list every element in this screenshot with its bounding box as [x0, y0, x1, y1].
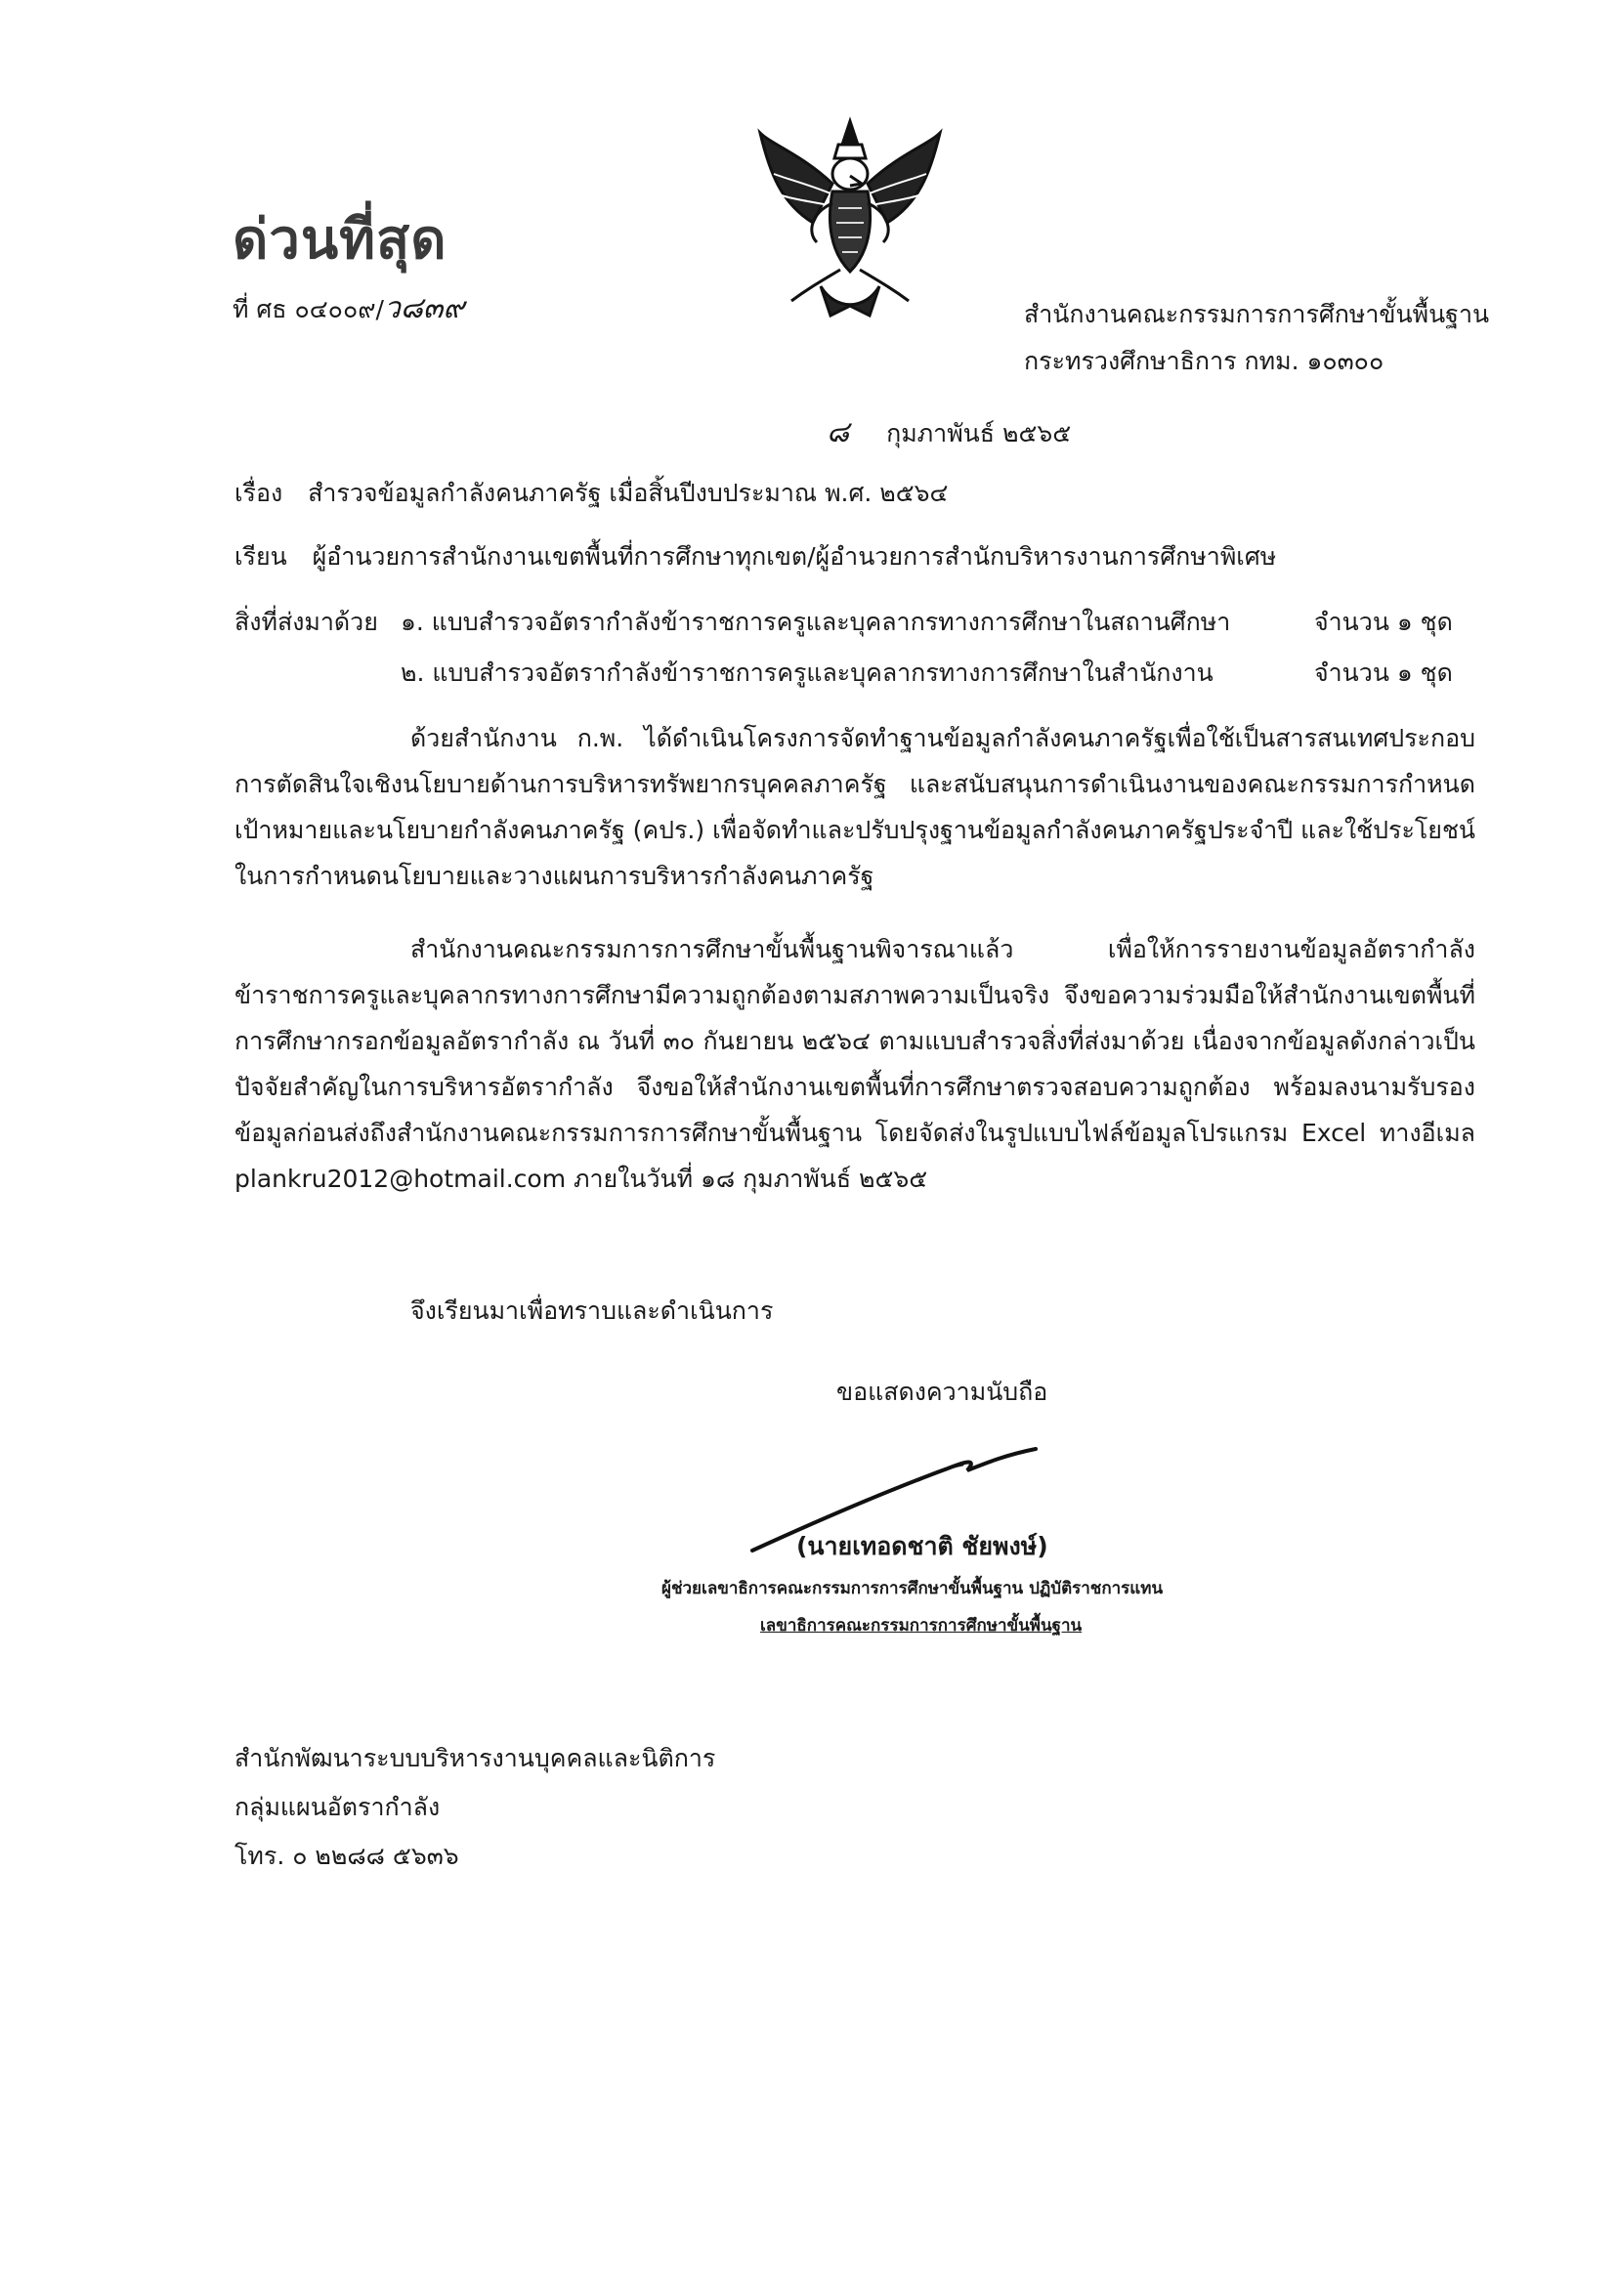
- signatory-position-2: เลขาธิการคณะกรรมการการศึกษาขั้นพื้นฐาน: [760, 1616, 1083, 1636]
- office-address: กระทรวงศึกษาธิการ กทม. ๑๐๓๐๐: [1024, 347, 1384, 375]
- footer-group: กลุ่มแผนอัตรากำลัง: [234, 1793, 441, 1821]
- garuda-emblem-icon: [752, 115, 948, 329]
- subject-line: [234, 479, 948, 508]
- recipient-label: เรียน: [234, 542, 287, 571]
- body-paragraph-2: สำนักงานคณะกรรมการการศึกษาขั้นพื้นฐานพิจารณาแล้ว เพื่อให้การรายงานข้อมูลอัตรากำลังข้าราชการครูและบุคลากรทางการศึกษามีความถูกต้องตามสภาพความเป็นจริง จึงขอความร่วมมือให้สำนักงานเขตพื้นที่การศึกษากรอกข้อมูลอัตรากำลัง ณ วันที่ ๓๐ กันยายน ๒๕๖๔ ตามแบบสำรวจสิ่งที่ส่งมาด้วย เนื่องจากข้อมูลดังกล่าวเป็นปัจจัยสำคัญในการบริหารอัตรากำลัง จึงขอให้สำนักงานเขตพื้นที่การศึกษาตรวจสอบความถูกต้อง พร้อมลงนามรับรองข้อมูลก่อนส่งถึงสำนักงานคณะกรรมการการศึกษาขั้นพื้นฐาน โดยจัดส่งในรูปแบบไฟล์ข้อมูลโปรแกรม Excel ทางอีเมล plankru2012@hotmail.com ภายในวันที่ ๑๘ กุมภาพันธ์ ๒๕๖๕: [234, 935, 1475, 1193]
- reference-prefix: ที่ ศธ ๐๔๐๐๙/: [233, 295, 384, 323]
- subject-text: สำรวจข้อมูลกำลังคนภาครัฐ เมื่อสิ้นปีงบประมาณ พ.ศ. ๒๕๖๔: [308, 479, 949, 507]
- office-name: สำนักงานคณะกรรมการการศึกษาขั้นพื้นฐาน: [1024, 300, 1490, 328]
- body-paragraph-1: ด้วยสำนักงาน ก.พ. ได้ดำเนินโครงการจัดทำฐานข้อมูลกำลังคนภาครัฐเพื่อใช้เป็นสารสนเทศประกอบการตัดสินใจเชิงนโยบายด้านการบริหารทรัพยากรบุคคลภาครัฐ และสนับสนุนการดำเนินงานของคณะกรรมการกำหนดเป้าหมายและนโยบายกำลังคนภาครัฐ (คปร.) เพื่อจัดทำและปรับปรุงฐานข้อมูลกำลังคนภาครัฐประจำปี และใช้ประโยชน์ในการกำหนดนโยบายและวางแผนการบริหารกำลังคนภาครัฐ: [234, 724, 1475, 890]
- document-date: [827, 415, 1071, 450]
- date-day-handwritten: ๘: [827, 415, 850, 449]
- enclosures-label: สิ่งที่ส่งมาด้วย: [234, 608, 378, 636]
- signatory-position-1: ผู้ช่วยเลขาธิการคณะกรรมการการศึกษาขั้นพื้นฐาน ปฏิบัติราชการแทน: [661, 1579, 1164, 1598]
- subject-label: เรื่อง: [234, 479, 283, 507]
- enclosure-item-1: ๑. แบบสำรวจอัตรากำลังข้าราชการครูและบุคลากรทางการศึกษาในสถานศึกษา: [401, 608, 1231, 636]
- salutation: ขอแสดงความนับถือ: [836, 1378, 1048, 1406]
- urgency-stamp: ด่วนที่สุด: [233, 208, 447, 272]
- enclosure-item-2: ๒. แบบสำรวจอัตรากำลังข้าราชการครูและบุคลากรทางการศึกษาในสำนักงาน: [401, 659, 1214, 687]
- enclosure-qty-2: จำนวน ๑ ชุด: [1314, 659, 1453, 687]
- date-month-year: กุมภาพันธ์ ๒๕๖๕: [886, 419, 1072, 447]
- signatory-name: (นายเทอดชาติ ชัยพงษ์): [796, 1532, 1048, 1560]
- closing-sentence: จึงเรียนมาเพื่อทราบและดำเนินการ: [410, 1297, 774, 1325]
- enclosure-qty-1: จำนวน ๑ ชุด: [1314, 608, 1453, 636]
- footer-department: สำนักพัฒนาระบบบริหารงานบุคคลและนิติการ: [234, 1744, 716, 1772]
- footer-phone: โทร. ๐ ๒๒๘๘ ๕๖๓๖: [234, 1842, 459, 1870]
- recipient-text: ผู้อำนวยการสำนักงานเขตพื้นที่การศึกษาทุกเขต/ผู้อำนวยการสำนักบริหารงานการศึกษาพิเศษ: [312, 542, 1277, 571]
- reference-handwritten-number: ว๘๓๙: [383, 291, 465, 325]
- reference-number: [233, 291, 464, 326]
- recipient-line: [234, 542, 1276, 572]
